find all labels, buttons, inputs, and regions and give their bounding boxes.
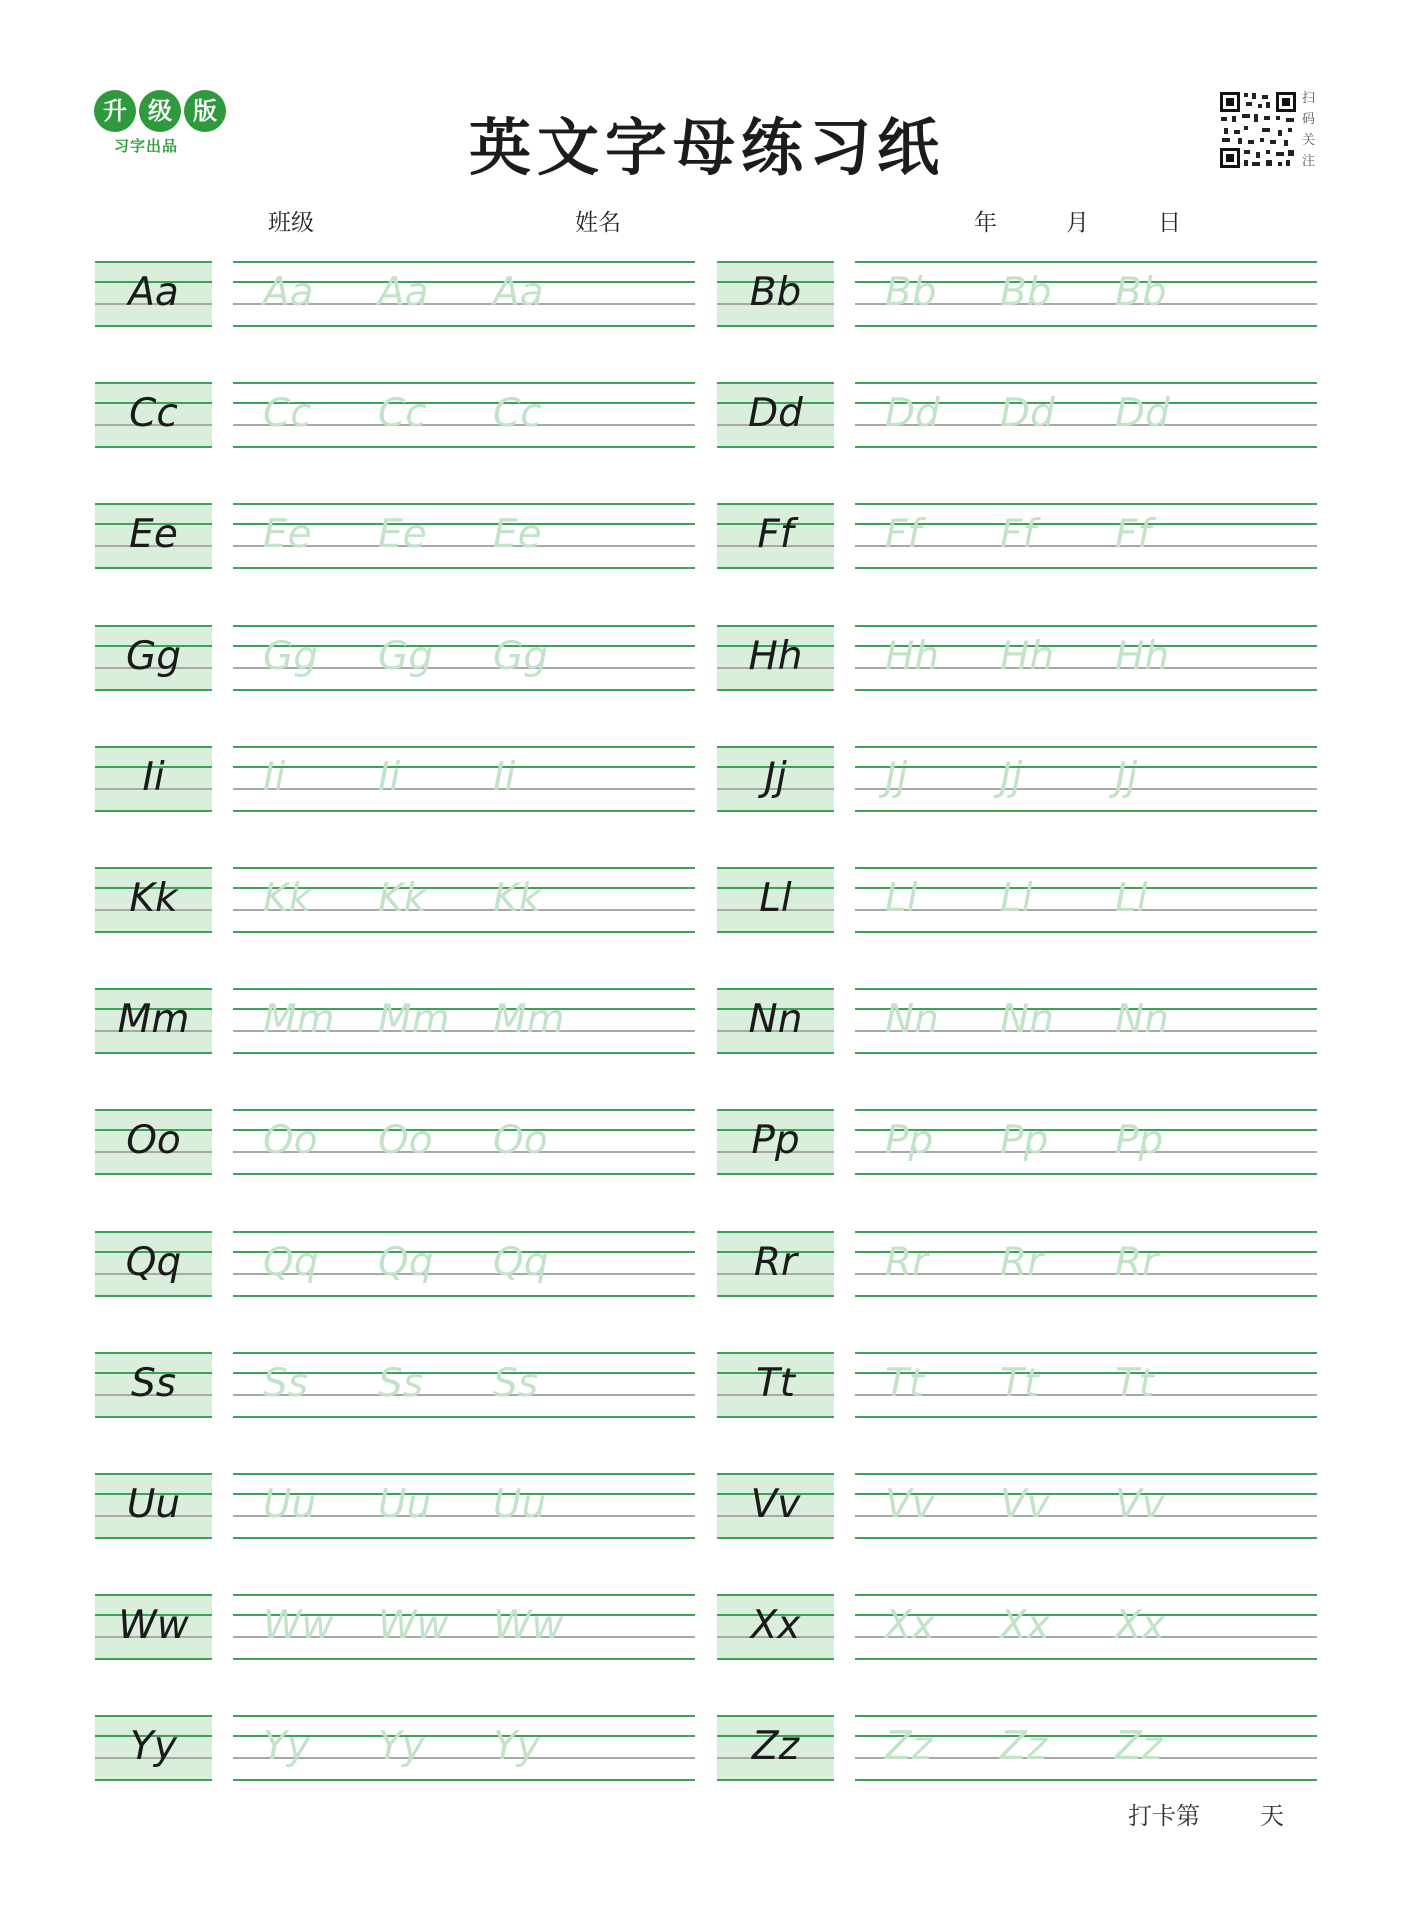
guide-line (717, 446, 834, 448)
model-letter: Uu (126, 1482, 181, 1527)
guide-line (233, 1231, 695, 1233)
guide-line (717, 1715, 834, 1717)
trace-letter: Ff (885, 512, 922, 558)
model-letter-box (717, 1352, 834, 1418)
writing-lines[interactable] (855, 867, 1317, 933)
trace-letter: Ll (1115, 876, 1148, 921)
model-letter-box (717, 382, 834, 448)
guide-line (855, 909, 1317, 911)
guide-line (95, 1416, 212, 1418)
page-title: 英文字母练习纸 (468, 111, 945, 184)
writing-lines[interactable] (233, 261, 695, 327)
model-letter: Bb (749, 270, 802, 315)
trace-letter: Gg (263, 633, 318, 679)
guide-line (717, 325, 834, 327)
guide-line (95, 382, 212, 384)
guide-line (233, 810, 695, 812)
trace-letter: Uu (493, 1482, 547, 1527)
guide-line (717, 867, 834, 869)
guide-line (95, 1779, 212, 1781)
trace-letter: Jj (1000, 754, 1023, 800)
guide-line (95, 503, 212, 505)
guide-line (95, 1473, 212, 1475)
model-letter-box (717, 625, 834, 691)
model-letter: Jj (764, 754, 787, 800)
model-letter: Nn (748, 997, 803, 1043)
model-letter-box (95, 1473, 212, 1539)
guide-line (717, 1658, 834, 1660)
writing-lines[interactable] (233, 503, 695, 569)
guide-line (95, 867, 212, 869)
writing-lines[interactable] (233, 746, 695, 812)
guide-line (233, 382, 695, 384)
guide-line (233, 1658, 695, 1660)
guide-line (233, 1295, 695, 1297)
guide-line (855, 503, 1317, 505)
writing-lines[interactable] (233, 1352, 695, 1418)
trace-letter: Bb (885, 270, 937, 315)
guide-line (717, 689, 834, 691)
guide-line (855, 325, 1317, 327)
guide-line (717, 931, 834, 933)
model-letter-box (95, 746, 212, 812)
trace-letter: Vv (1115, 1482, 1165, 1527)
trace-letter: Aa (378, 270, 429, 315)
guide-line (233, 746, 695, 748)
trace-letter: Ss (263, 1360, 309, 1406)
model-letter-box (717, 1109, 834, 1175)
guide-line (95, 1594, 212, 1596)
model-letter-box (717, 503, 834, 569)
guide-line (233, 1779, 695, 1781)
trace-letter: Tt (885, 1360, 925, 1406)
guide-line (95, 1231, 212, 1233)
trace-letter: Uu (263, 1482, 317, 1527)
guide-line (855, 1352, 1317, 1354)
trace-letter: Tt (1000, 1360, 1040, 1406)
guide-line (95, 1715, 212, 1717)
guide-line (233, 1109, 695, 1111)
guide-line (95, 261, 212, 263)
trace-letter: Mm (493, 997, 565, 1043)
model-letter-box (95, 503, 212, 569)
guide-line (233, 1352, 695, 1354)
writing-lines[interactable] (233, 1715, 695, 1781)
guide-line (717, 1473, 834, 1475)
trace-letter: Mm (263, 997, 335, 1043)
writing-lines[interactable] (855, 746, 1317, 812)
guide-line (855, 689, 1317, 691)
guide-line (95, 810, 212, 812)
trace-letter: Cc (378, 391, 427, 437)
guide-line (855, 625, 1317, 627)
trace-letter: Ff (1000, 512, 1037, 558)
model-letter-box (717, 1231, 834, 1297)
guide-line (233, 325, 695, 327)
guide-line (717, 1173, 834, 1175)
trace-letter: Xx (1000, 1603, 1050, 1649)
model-letter: Ww (118, 1603, 189, 1649)
model-letter-box (95, 1352, 212, 1418)
trace-letter: Cc (493, 391, 542, 437)
trace-letter: Nn (885, 997, 939, 1043)
checkin-label: 打卡第 (1128, 1802, 1200, 1830)
trace-letter: Kk (378, 876, 427, 921)
trace-letter: Gg (493, 633, 548, 679)
qr-code-icon (1218, 90, 1298, 170)
guide-line (855, 1231, 1317, 1233)
trace-letter: Kk (263, 876, 312, 921)
guide-line (855, 1295, 1317, 1297)
guide-line (717, 1052, 834, 1054)
model-letter-box (717, 1473, 834, 1539)
model-letter: Hh (748, 633, 803, 679)
guide-line (717, 1352, 834, 1354)
trace-letter: Cc (263, 391, 312, 437)
guide-line (717, 1537, 834, 1539)
trace-letter: Oo (263, 1118, 318, 1164)
model-letter: Pp (751, 1118, 800, 1164)
guide-line (233, 1594, 695, 1596)
guide-line (95, 988, 212, 990)
trace-letter: Bb (1115, 270, 1167, 315)
trace-letter: Dd (1115, 391, 1170, 437)
trace-letter: Bb (1000, 270, 1052, 315)
logo-subtitle: 习字出品 (114, 137, 179, 155)
trace-letter: Ee (493, 512, 542, 558)
guide-line (717, 1109, 834, 1111)
guide-line (95, 1295, 212, 1297)
model-letter: Qq (125, 1239, 182, 1285)
trace-letter: Ss (493, 1360, 539, 1406)
model-letter: Ll (759, 876, 792, 921)
model-letter: Xx (750, 1603, 801, 1649)
trace-letter: Xx (1115, 1603, 1165, 1649)
trace-letter: Ll (1000, 876, 1033, 921)
guide-line (855, 746, 1317, 748)
guide-line (717, 1231, 834, 1233)
writing-lines[interactable] (855, 503, 1317, 569)
guide-line (233, 1537, 695, 1539)
guide-line (95, 625, 212, 627)
trace-letter: Ii (263, 754, 286, 800)
model-letter-box (95, 1109, 212, 1175)
model-letter-box (95, 1715, 212, 1781)
model-letter-box (717, 1594, 834, 1660)
trace-letter: Pp (1115, 1118, 1164, 1164)
logo-badge: 版 (184, 90, 226, 132)
guide-line (233, 1173, 695, 1175)
trace-letter: Ii (493, 754, 516, 800)
trace-letter: Ss (378, 1360, 424, 1406)
writing-lines[interactable] (233, 1473, 695, 1539)
trace-letter: Yy (378, 1724, 425, 1770)
trace-letter: Pp (885, 1118, 934, 1164)
guide-line (855, 1173, 1317, 1175)
model-letter: Zz (751, 1724, 800, 1770)
writing-lines[interactable] (855, 1715, 1317, 1781)
model-letter-box (717, 261, 834, 327)
writing-lines[interactable] (855, 988, 1317, 1054)
trace-letter: Ww (493, 1603, 564, 1649)
guide-line (717, 1779, 834, 1781)
model-letter: Aa (128, 270, 179, 315)
trace-letter: Jj (1115, 754, 1138, 800)
trace-letter: Oo (493, 1118, 548, 1164)
guide-line (95, 1352, 212, 1354)
trace-letter: Xx (885, 1603, 935, 1649)
model-letter-box (717, 867, 834, 933)
writing-lines[interactable] (855, 1473, 1317, 1539)
model-letter: Rr (753, 1239, 798, 1285)
writing-lines[interactable] (855, 1352, 1317, 1418)
guide-line (233, 261, 695, 263)
guide-line (233, 503, 695, 505)
guide-line (855, 261, 1317, 263)
model-letter: Yy (130, 1724, 177, 1770)
trace-letter: Ii (378, 754, 401, 800)
guide-line (233, 1416, 695, 1418)
trace-letter: Nn (1115, 997, 1169, 1043)
trace-letter: Aa (493, 270, 544, 315)
model-letter-box (95, 261, 212, 327)
guide-line (855, 1658, 1317, 1660)
trace-letter: Ff (1115, 512, 1152, 558)
model-letter: Ee (129, 512, 178, 558)
guide-line (855, 1372, 1317, 1374)
model-letter-box (717, 988, 834, 1054)
writing-lines[interactable] (233, 867, 695, 933)
guide-line (855, 1416, 1317, 1418)
model-letter: Mm (117, 997, 190, 1043)
qr-caption-char: 关 (1302, 133, 1316, 148)
guide-line (717, 746, 834, 748)
model-letter: Kk (129, 876, 178, 921)
guide-line (233, 1052, 695, 1054)
writing-lines[interactable] (855, 261, 1317, 327)
trace-letter: Rr (885, 1239, 929, 1285)
trace-letter: Ee (263, 512, 312, 558)
trace-letter: Ll (885, 876, 918, 921)
trace-letter: Qq (263, 1239, 319, 1285)
guide-line (855, 931, 1317, 933)
trace-letter: Nn (1000, 997, 1054, 1043)
trace-letter: Ww (263, 1603, 334, 1649)
guide-line (233, 446, 695, 448)
model-letter-box (95, 988, 212, 1054)
guide-line (717, 261, 834, 263)
guide-line (855, 382, 1317, 384)
guide-line (95, 567, 212, 569)
guide-line (95, 1109, 212, 1111)
guide-line (95, 746, 212, 748)
class-field-label: 班级 (268, 210, 314, 236)
trace-letter: Vv (885, 1482, 935, 1527)
year-field-label: 年 (974, 210, 997, 236)
guide-line (855, 766, 1317, 768)
guide-line (95, 1537, 212, 1539)
guide-line (717, 625, 834, 627)
model-letter-box (95, 867, 212, 933)
writing-lines[interactable] (233, 988, 695, 1054)
trace-letter: Qq (378, 1239, 434, 1285)
trace-letter: Zz (885, 1724, 933, 1770)
model-letter-box (95, 625, 212, 691)
checkin-day-label: 天 (1260, 1802, 1284, 1830)
writing-lines[interactable] (233, 382, 695, 448)
guide-line (855, 1537, 1317, 1539)
trace-letter: Kk (493, 876, 542, 921)
guide-line (233, 988, 695, 990)
writing-lines[interactable] (233, 1231, 695, 1297)
trace-letter: Hh (1115, 633, 1170, 679)
guide-line (855, 1394, 1317, 1396)
trace-letter: Yy (493, 1724, 540, 1770)
writing-lines[interactable] (233, 1594, 695, 1660)
guide-line (855, 1109, 1317, 1111)
month-field-label: 月 (1066, 210, 1089, 236)
writing-lines[interactable] (855, 1109, 1317, 1175)
guide-line (855, 1052, 1317, 1054)
model-letter: Oo (126, 1118, 181, 1164)
trace-letter: Oo (378, 1118, 433, 1164)
trace-letter: Pp (1000, 1118, 1049, 1164)
guide-line (717, 810, 834, 812)
guide-line (855, 567, 1317, 569)
guide-line (855, 988, 1317, 990)
model-letter: Gg (126, 633, 181, 679)
guide-line (855, 1779, 1317, 1781)
day-field-label: 日 (1158, 210, 1181, 236)
trace-letter: Rr (1000, 1239, 1044, 1285)
guide-line (855, 1473, 1317, 1475)
trace-letter: Qq (493, 1239, 549, 1285)
writing-lines[interactable] (855, 382, 1317, 448)
writing-lines[interactable] (855, 625, 1317, 691)
guide-line (855, 810, 1317, 812)
model-letter-box (95, 1594, 212, 1660)
guide-line (233, 788, 695, 790)
writing-lines[interactable] (233, 1109, 695, 1175)
writing-lines[interactable] (855, 1231, 1317, 1297)
guide-line (95, 1052, 212, 1054)
model-letter-box (95, 382, 212, 448)
guide-line (855, 867, 1317, 869)
trace-letter: Zz (1000, 1724, 1048, 1770)
guide-line (233, 1473, 695, 1475)
model-letter-box (717, 746, 834, 812)
trace-letter: Aa (263, 270, 314, 315)
model-letter: Ii (142, 754, 165, 800)
guide-line (855, 887, 1317, 889)
trace-letter: Uu (378, 1482, 432, 1527)
writing-lines[interactable] (855, 1594, 1317, 1660)
model-letter-box (95, 1231, 212, 1297)
guide-line (95, 325, 212, 327)
guide-line (95, 689, 212, 691)
logo-badge: 级 (139, 90, 181, 132)
guide-line (233, 867, 695, 869)
guide-line (233, 567, 695, 569)
guide-line (717, 1416, 834, 1418)
guide-line (233, 625, 695, 627)
guide-line (717, 1295, 834, 1297)
guide-line (95, 1658, 212, 1660)
trace-letter: Ww (378, 1603, 449, 1649)
guide-line (855, 1594, 1317, 1596)
guide-line (233, 689, 695, 691)
guide-line (717, 567, 834, 569)
trace-letter: Hh (885, 633, 940, 679)
guide-line (855, 523, 1317, 525)
model-letter: Vv (750, 1482, 801, 1527)
guide-line (855, 1715, 1317, 1717)
writing-lines[interactable] (233, 625, 695, 691)
trace-letter: Dd (885, 391, 940, 437)
guide-line (233, 1715, 695, 1717)
qr-caption (1302, 88, 1320, 172)
trace-letter: Zz (1115, 1724, 1163, 1770)
name-field-label: 姓名 (575, 210, 621, 236)
trace-letter: Ee (378, 512, 427, 558)
model-letter: Tt (755, 1360, 796, 1406)
trace-letter: Mm (378, 997, 450, 1043)
guide-line (717, 503, 834, 505)
model-letter: Ss (130, 1360, 177, 1406)
guide-line (95, 1173, 212, 1175)
trace-letter: Rr (1115, 1239, 1159, 1285)
trace-letter: Hh (1000, 633, 1055, 679)
guide-line (855, 545, 1317, 547)
trace-letter: Gg (378, 633, 433, 679)
logo-badge: 升 (94, 90, 136, 132)
guide-line (855, 446, 1317, 448)
guide-line (717, 382, 834, 384)
model-letter: Cc (129, 391, 178, 437)
guide-line (855, 788, 1317, 790)
model-letter: Dd (748, 391, 803, 437)
trace-letter: Vv (1000, 1482, 1050, 1527)
guide-line (95, 931, 212, 933)
trace-letter: Yy (263, 1724, 310, 1770)
guide-line (95, 446, 212, 448)
model-letter-box (717, 1715, 834, 1781)
qr-caption-char: 注 (1302, 154, 1316, 169)
guide-line (717, 988, 834, 990)
guide-line (233, 931, 695, 933)
trace-letter: Jj (885, 754, 908, 800)
qr-caption-char: 扫 (1302, 91, 1316, 106)
model-letter: Ff (757, 512, 794, 558)
trace-letter: Tt (1115, 1360, 1155, 1406)
guide-line (233, 766, 695, 768)
trace-letter: Dd (1000, 391, 1055, 437)
qr-caption-char: 码 (1302, 112, 1316, 127)
guide-line (717, 1594, 834, 1596)
